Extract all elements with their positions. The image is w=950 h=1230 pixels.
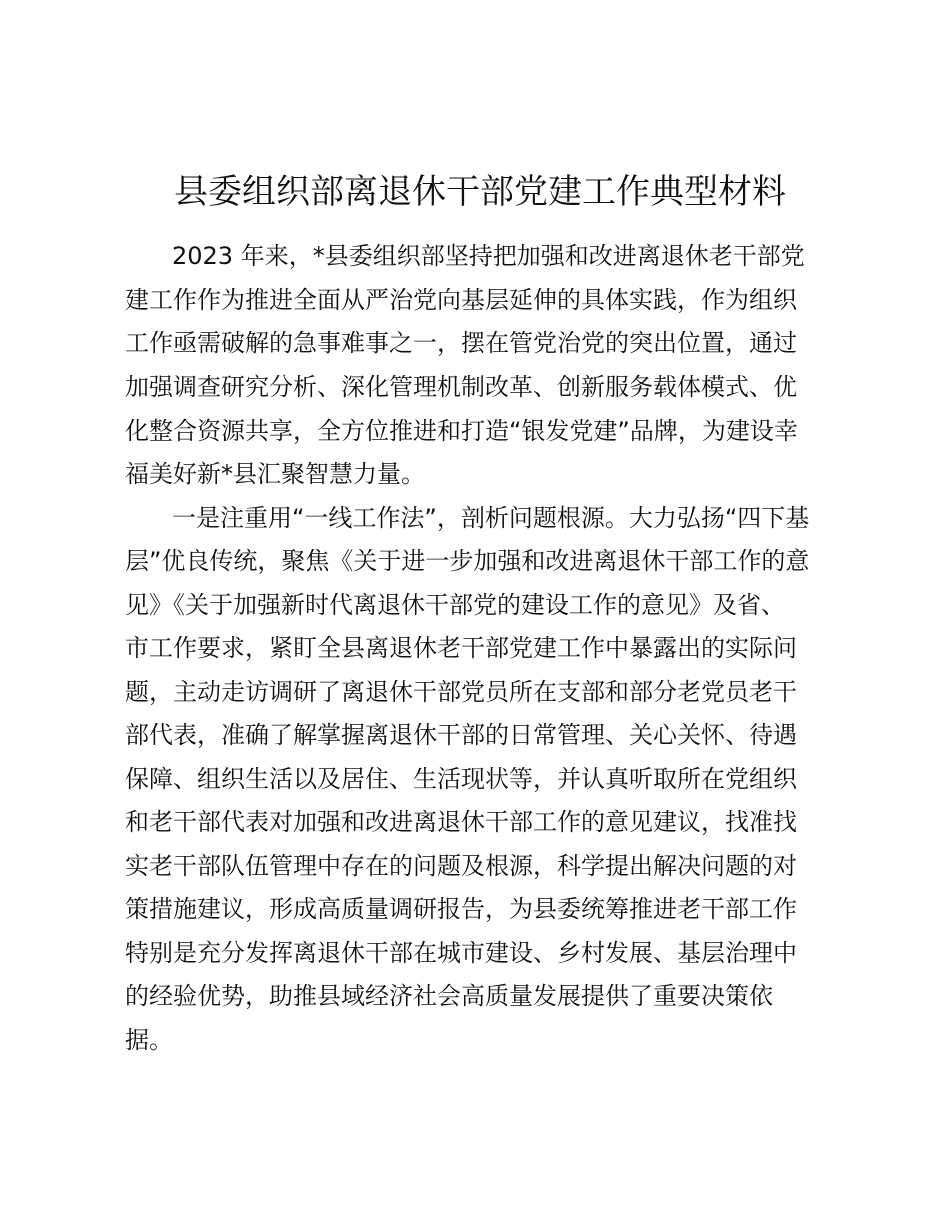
paragraph-2-line-8: 和老干部代表对加强和改进离退休干部工作的意见建议，找准找 bbox=[125, 808, 797, 836]
paragraph-2-line-2: 层”优良传统，聚焦《关于进一步加强和改进离退休干部工作的意 bbox=[125, 547, 810, 575]
paragraph-2-line-7: 保障、组织生活以及居住、生活现状等，并认真听取所在党组织 bbox=[125, 765, 797, 793]
paragraph-1-line-5: 化整合资源共享，全方位推进和打造“银发党建”品牌，为建设幸 bbox=[125, 417, 798, 445]
paragraph-2-line-10: 策措施建议，形成高质量调研报告，为县委统筹推进老干部工作 bbox=[125, 895, 797, 923]
paragraph-2-line-1: 一是注重用“一线工作法”，剖析问题根源。大力弘扬“四下基 bbox=[172, 504, 810, 532]
paragraph-1-line-6: 福美好新*县汇聚智慧力量。 bbox=[125, 460, 425, 488]
paragraph-2-line-3: 见》《关于加强新时代离退休干部党的建设工作的意见》及省、 bbox=[125, 591, 785, 619]
paragraph-1-line-2: 建工作作为推进全面从严治党向基层延伸的具体实践，作为组织 bbox=[125, 286, 797, 314]
paragraph-2-line-9: 实老干部队伍管理中存在的问题及根源，科学提出解决问题的对 bbox=[125, 852, 797, 880]
paragraph-1-line-3: 工作亟需破解的急事难事之一，摆在管党治党的突出位置，通过 bbox=[125, 329, 797, 357]
paragraph-1-line-1: 2023 年来，*县委组织部坚持把加强和改进离退休老干部党 bbox=[172, 242, 805, 270]
paragraph-1-line-4: 加强调查研究分析、深化管理机制改革、创新服务载体模式、优 bbox=[125, 373, 797, 401]
paragraph-2-line-11: 特别是充分发挥离退休干部在城市建设、乡村发展、基层治理中 bbox=[125, 939, 797, 967]
document-title: 县委组织部离退休干部党建工作典型材料 bbox=[174, 172, 786, 212]
paragraph-2-line-6: 部代表，准确了解掌握离退休干部的日常管理、关心关怀、待遇 bbox=[125, 721, 797, 749]
paragraph-2-line-12: 的经验优势，助推县域经济社会高质量发展提供了重要决策依 bbox=[125, 982, 773, 1010]
paragraph-2-line-13: 据。 bbox=[125, 1026, 173, 1054]
paragraph-2-line-5: 题，主动走访调研了离退休干部党员所在支部和部分老党员老干 bbox=[125, 678, 797, 706]
paragraph-2-line-4: 市工作要求，紧盯全县离退休老干部党建工作中暴露出的实际问 bbox=[125, 634, 797, 662]
